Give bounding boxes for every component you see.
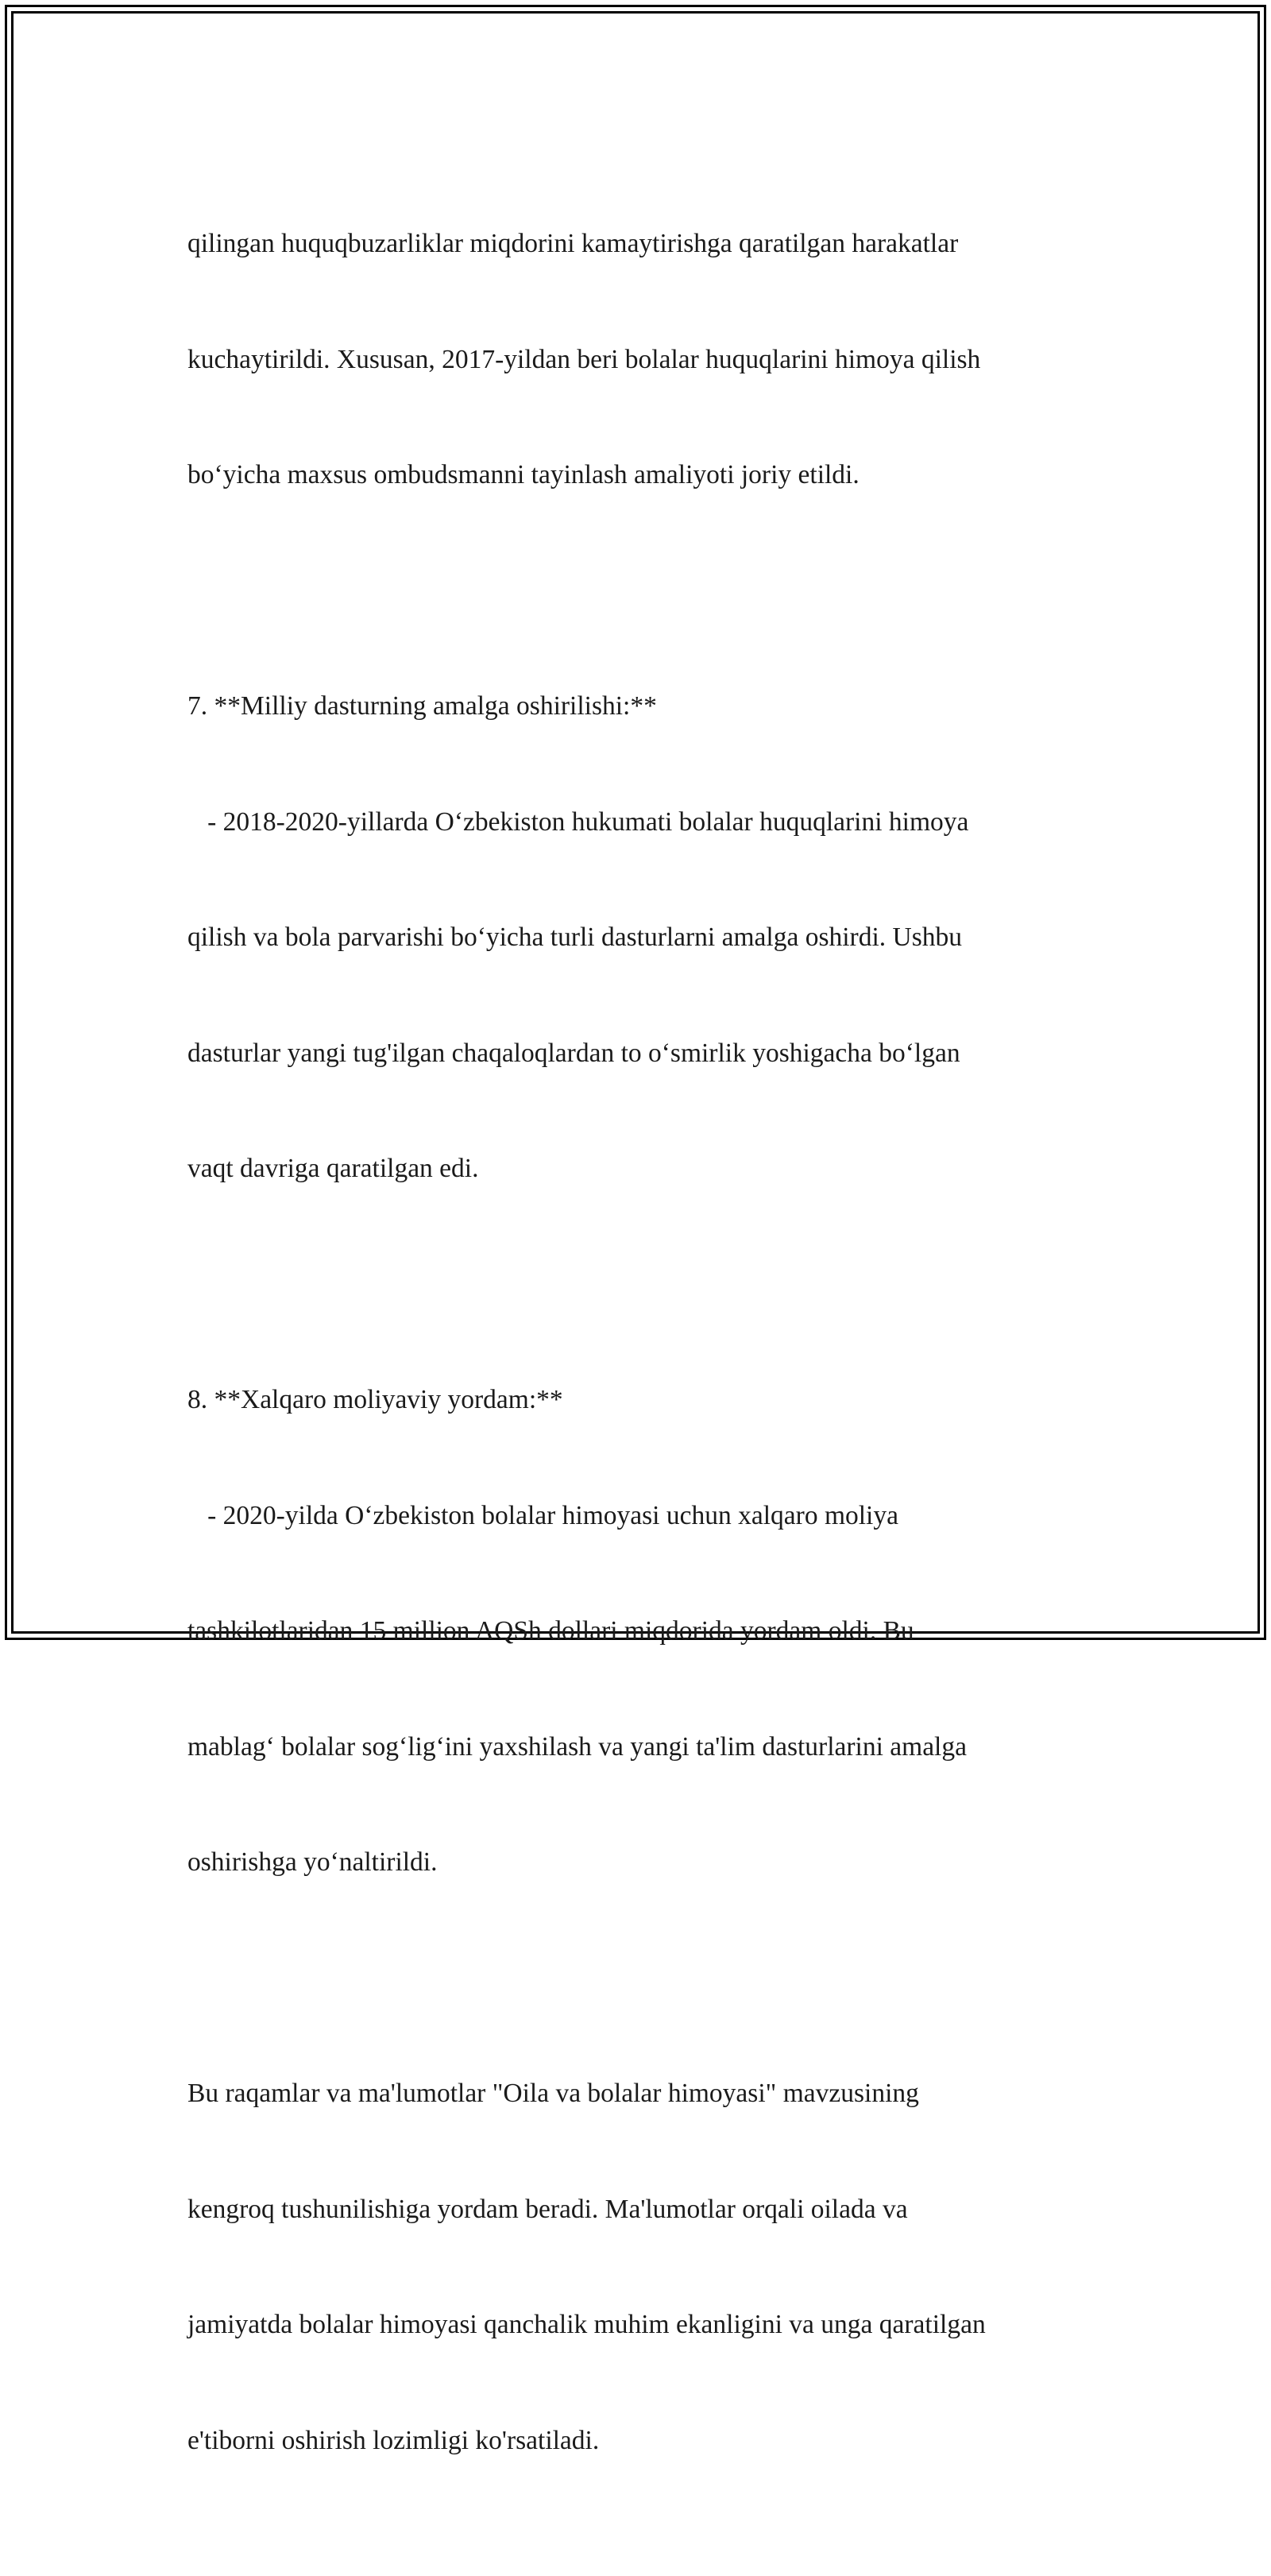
text-line: jamiyatda bolalar himoyasi qanchalik muhim ekanligini va unga qaratilgan: [187, 2310, 986, 2339]
text-line: oshirishga yo‘naltirildi.: [187, 1847, 438, 1877]
paragraph-conclusion: [187, 1998, 1093, 2537]
text-line: - 2018-2020-yillarda O‘zbekiston hukumati bolalar huquqlarini himoya: [187, 806, 969, 837]
paragraph-item-7: [187, 610, 1093, 1266]
paragraph-intro-continuation: [187, 148, 1093, 572]
text-line: qilish va bola parvarishi bo‘yicha turli dasturlarni amalga oshirdi. Ushbu: [187, 922, 963, 952]
item-heading: 8. **Xalqaro moliyaviy yordam:**: [187, 1385, 563, 1414]
paragraph-item-8: [187, 1304, 1093, 1959]
text-line: dasturlar yangi tug'ilgan chaqaloqlardan to o‘smirlik yoshigacha bo‘lgan: [187, 1038, 960, 1068]
text-line: Bu raqamlar va ma'lumotlar "Oila va bolalar himoyasi" mavzusining: [187, 2079, 919, 2108]
text-line: bo‘yicha maxsus ombudsmanni tayinlash amaliyoti joriy etildi.: [187, 460, 860, 489]
text-line: mablag‘ bolalar sog‘lig‘ini yaxshilash va yangi ta'lim dasturlarini amalga: [187, 1731, 967, 1762]
document-body: [187, 148, 1093, 2576]
text-line: qilingan huquqbuzarliklar miqdorini kamaytirishga qaratilgan harakatlar: [187, 229, 959, 258]
text-line: kuchaytirildi. Xususan, 2017-yildan beri bolalar huquqlarini himoya qilish: [187, 344, 981, 374]
text-line: - 2020-yilda O‘zbekiston bolalar himoyasi uchun xalqaro moliya: [187, 1500, 898, 1530]
text-line: tashkilotlaridan 15 million AQSh dollari miqdorida yordam oldi. Bu: [187, 1616, 914, 1646]
text-line: vaqt davriga qaratilgan edi.: [187, 1154, 479, 1183]
text-line: kengroq tushunilishiga yordam beradi. Ma'lumotlar orqali oilada va: [187, 2194, 908, 2224]
text-line: e'tiborni oshirish lozimligi ko'rsatiladi.: [187, 2425, 600, 2455]
item-heading: 7. **Milliy dasturning amalga oshirilishi:**: [187, 691, 657, 721]
